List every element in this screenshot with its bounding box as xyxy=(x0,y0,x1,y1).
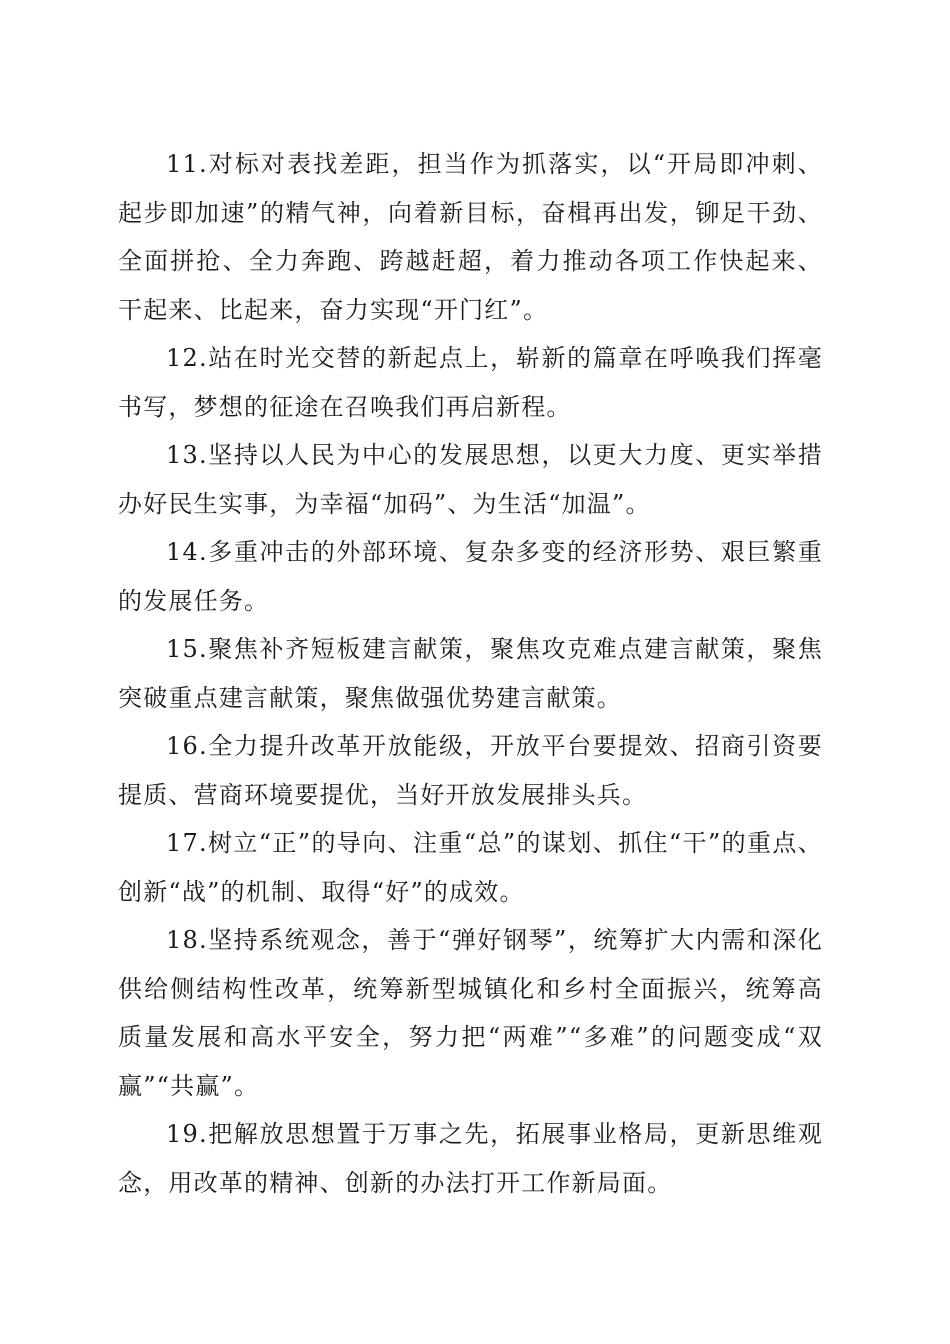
paragraph-17: 17.树立“正”的导向、注重“总”的谋划、抓住“干”的重点、创新“战”的机制、取得“好”的成效。 xyxy=(118,829,823,906)
paragraph-15: 15.聚焦补齐短板建言献策，聚焦攻克难点建言献策，聚焦突破重点建言献策，聚焦做强优势建言献策。 xyxy=(118,635,823,712)
paragraph-13: 13.坚持以人民为中心的发展思想，以更大力度、更实举措办好民生实事，为幸福“加码”、为生活“加温”。 xyxy=(118,441,823,518)
document-body xyxy=(118,140,823,1207)
paragraph-18: 18.坚持系统观念，善于“弹好钢琴”，统筹扩大内需和深化供给侧结构性改革，统筹新型城镇化和乡村全面振兴，统筹高质量发展和高水平安全，努力把“两难”“多难”的问题变成“双赢”“共赢”。 xyxy=(118,926,823,1100)
paragraph-19: 19.把解放思想置于万事之先，拓展事业格局，更新思维观念，用改革的精神、创新的办法打开工作新局面。 xyxy=(118,1120,823,1197)
paragraph-14: 14.多重冲击的外部环境、复杂多变的经济形势、艰巨繁重的发展任务。 xyxy=(118,538,823,615)
paragraph-16: 16.全力提升改革开放能级，开放平台要提效、招商引资要提质、营商环境要提优，当好开放发展排头兵。 xyxy=(118,732,823,809)
paragraph-11: 11.对标对表找差距，担当作为抓落实，以“开局即冲刺、起步即加速”的精气神，向着新目标，奋楫再出发，铆足干劲、全面拼抢、全力奔跑、跨越赶超，着力推动各项工作快起来、干起来、比起来，奋力实现“开门红”。 xyxy=(118,150,823,324)
paragraph-12: 12.站在时光交替的新起点上，崭新的篇章在呼唤我们挥毫书写，梦想的征途在召唤我们再启新程。 xyxy=(118,344,823,421)
